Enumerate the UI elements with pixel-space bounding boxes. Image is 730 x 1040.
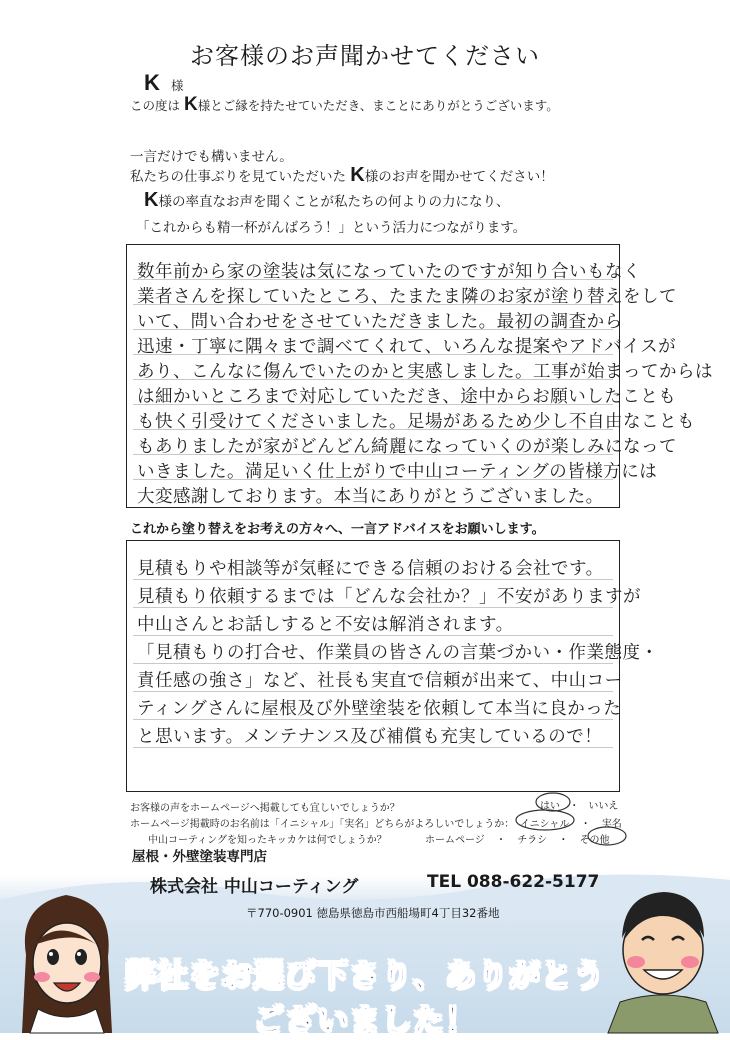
comment-line-4: 迅速・丁寧に隅々まで調べてくれて、いろんな提案やアドバイスが (137, 337, 677, 357)
comment-line-2: 業者さんを探していたところ、たまたま隣のお家が塗り替えをして (137, 287, 677, 307)
answer-sep-3: ・ (496, 835, 506, 846)
advice-line-4: 「見積もりの打合せ、作業員の皆さんの言葉づかい・作業態度・ (137, 643, 659, 663)
greeting-prefix: この度は (130, 98, 181, 113)
intro-line-4: 「これからも精一杯がんばろう！」という活力につながります。 (136, 220, 527, 236)
answer-sep-4: ・ (558, 835, 569, 846)
thank-you-banner: 弊社をお選び下さり、ありがとうございました！ (125, 958, 605, 1039)
company-address: 〒770-0901 徳島県徳島市西船場町4丁目32番地 (246, 906, 500, 920)
circle-mark-initial-icon (514, 808, 576, 832)
answer-initial: イニシャル (520, 819, 570, 830)
advice-line-1: 見積もりや相談等が気軽にできる信頼のおける会社です。 (137, 559, 604, 579)
answer-sep-2: ・ (580, 819, 591, 830)
comment-line-10: 大変感謝しております。本当にありがとうございました。 (137, 487, 604, 507)
sama-label: 様 (170, 78, 184, 93)
woman-avatar-icon (8, 885, 126, 1033)
survey-question-1: お客様の声をホームページへ掲載しても宜しいでしょうか？ (130, 803, 400, 814)
company-tel: TEL 088-622-5177 (427, 872, 600, 892)
intro-line-2-suffix: 様のお声を聞かせてください！ (364, 169, 554, 185)
survey-question-2: ホームページ掲載時のお名前は「イニシャル」「実名」どちらがよろしいでしょうか： (130, 819, 515, 830)
survey-question-3: 中山コーティングを知ったキッカケは何でしょうか？ (148, 835, 387, 846)
comment-line-1: 数年前から家の塗装は気になっていたのですが知り合いもなく (137, 262, 641, 282)
greeting-suffix: 様とご縁を持たせていただき、まことにありがとうございます。 (197, 98, 559, 113)
comment-line-5: あり、こんなに傷んでいたのかと実感しました。工事が始まってからは (137, 362, 713, 382)
intro-initial-2: K (144, 189, 159, 211)
advice-line-7: と思います。メンテナンス及び補償も充実しているので！ (137, 727, 603, 747)
answer-yes: はい (540, 801, 560, 812)
advice-line-5: 責任感の強さ」など、社長も実直で信頼が出来て、中山コー (137, 671, 623, 691)
advice-heading: これから塗り替えをお考えの方々へ、一言アドバイスをお願いします。 (130, 522, 545, 537)
advice-line-6: ティングさんに屋根及び外壁塗装を依頼して本当に良かった (137, 699, 622, 719)
page-title: お客様のお声聞かせてください (190, 42, 540, 70)
greeting-initial: K (184, 94, 198, 115)
answer-flyer: チラシ (517, 835, 548, 846)
intro-line-2 (130, 164, 554, 187)
comment-box (126, 244, 713, 508)
greeting-line (130, 94, 559, 116)
answer-real-name: 実名 (601, 819, 622, 830)
comment-line-7: も快く引受けてくださいました。足場があるため少し不自由なことも (137, 412, 695, 432)
advice-box (126, 540, 659, 792)
advice-line-3: 中山さんとお話しすると不安は解消されます。 (137, 615, 514, 635)
customer-name-line (144, 70, 184, 96)
comment-line-9: いきました。満足いく仕上がりで中山コーティングの皆様方には (137, 462, 658, 482)
circle-mark-other-icon (586, 825, 628, 847)
company-tagline: 屋根・外壁塗装専門店 (132, 849, 267, 865)
answer-homepage: ホームページ (425, 835, 485, 846)
answer-no: いいえ (588, 801, 619, 812)
answer-other: その他 (579, 835, 610, 846)
answer-sep-1: ・ (569, 801, 580, 812)
advice-line-2: 見積もり依頼するまでは「どんな会社か？」不安がありますが (137, 587, 641, 607)
intro-line-3 (144, 189, 509, 212)
intro-line-3-suffix: 様の率直なお声を聞くことが私たちの何よりの力になり、 (158, 194, 510, 210)
comment-line-8: もありましたが家がどんどん綺麗になっていくのが楽しみになって (137, 437, 677, 457)
comment-line-6: は細かいところまで対応していただき、途中からお願いしたことも (137, 387, 677, 407)
customer-initial: K (144, 70, 160, 95)
intro-line-2-prefix: 私たちの仕事ぶりを見ていただいた (130, 169, 346, 185)
intro-initial-1: K (350, 164, 365, 186)
company-name: 株式会社 中山コーティング (150, 877, 359, 897)
intro-line-1: 一言だけでも構いません。 (130, 149, 293, 165)
comment-line-3: いて、問い合わせをさせていただきました。最初の調査から (137, 312, 623, 332)
survey-answer-3 (425, 831, 610, 846)
